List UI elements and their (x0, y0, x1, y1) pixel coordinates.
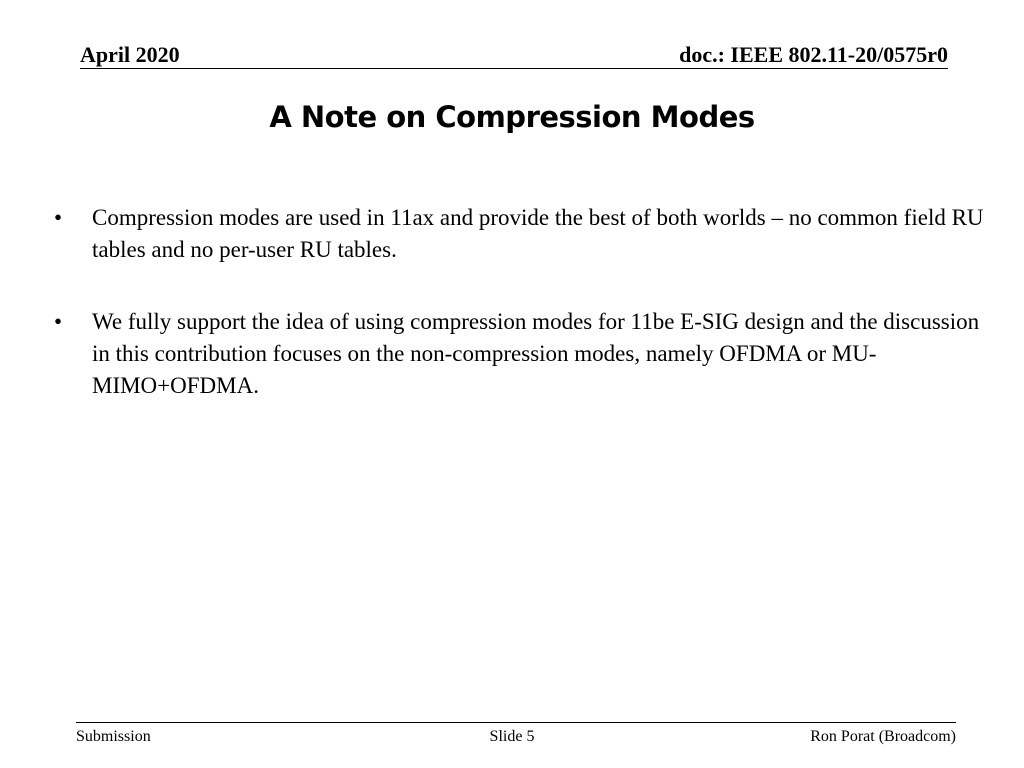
bullet-list (48, 202, 988, 442)
header-date: April 2020 (80, 42, 180, 67)
bullet-icon: • (54, 205, 63, 230)
bullet-item (48, 306, 988, 402)
header-divider (80, 68, 948, 69)
footer-author: Ron Porat (Broadcom) (810, 728, 956, 745)
footer-divider (76, 722, 956, 723)
bullet-text: We fully support the idea of using compression modes for 11be E-SIG design and the discussion in this contribution focuses on the non-compression modes, namely OFDMA or MU-MIMO+OFDMA. (92, 309, 980, 398)
bullet-icon: • (54, 309, 63, 334)
bullet-text: Compression modes are used in 11ax and provide the best of both worlds – no common field RU tables and no per-user RU tables. (92, 205, 984, 262)
footer-submission: Submission (76, 728, 151, 745)
header-doc-id: doc.: IEEE 802.11-20/0575r0 (679, 42, 948, 67)
footer-slide-number: Slide 5 (489, 728, 535, 745)
bullet-item (48, 202, 988, 266)
slide-title: A Note on Compression Modes (269, 100, 755, 134)
